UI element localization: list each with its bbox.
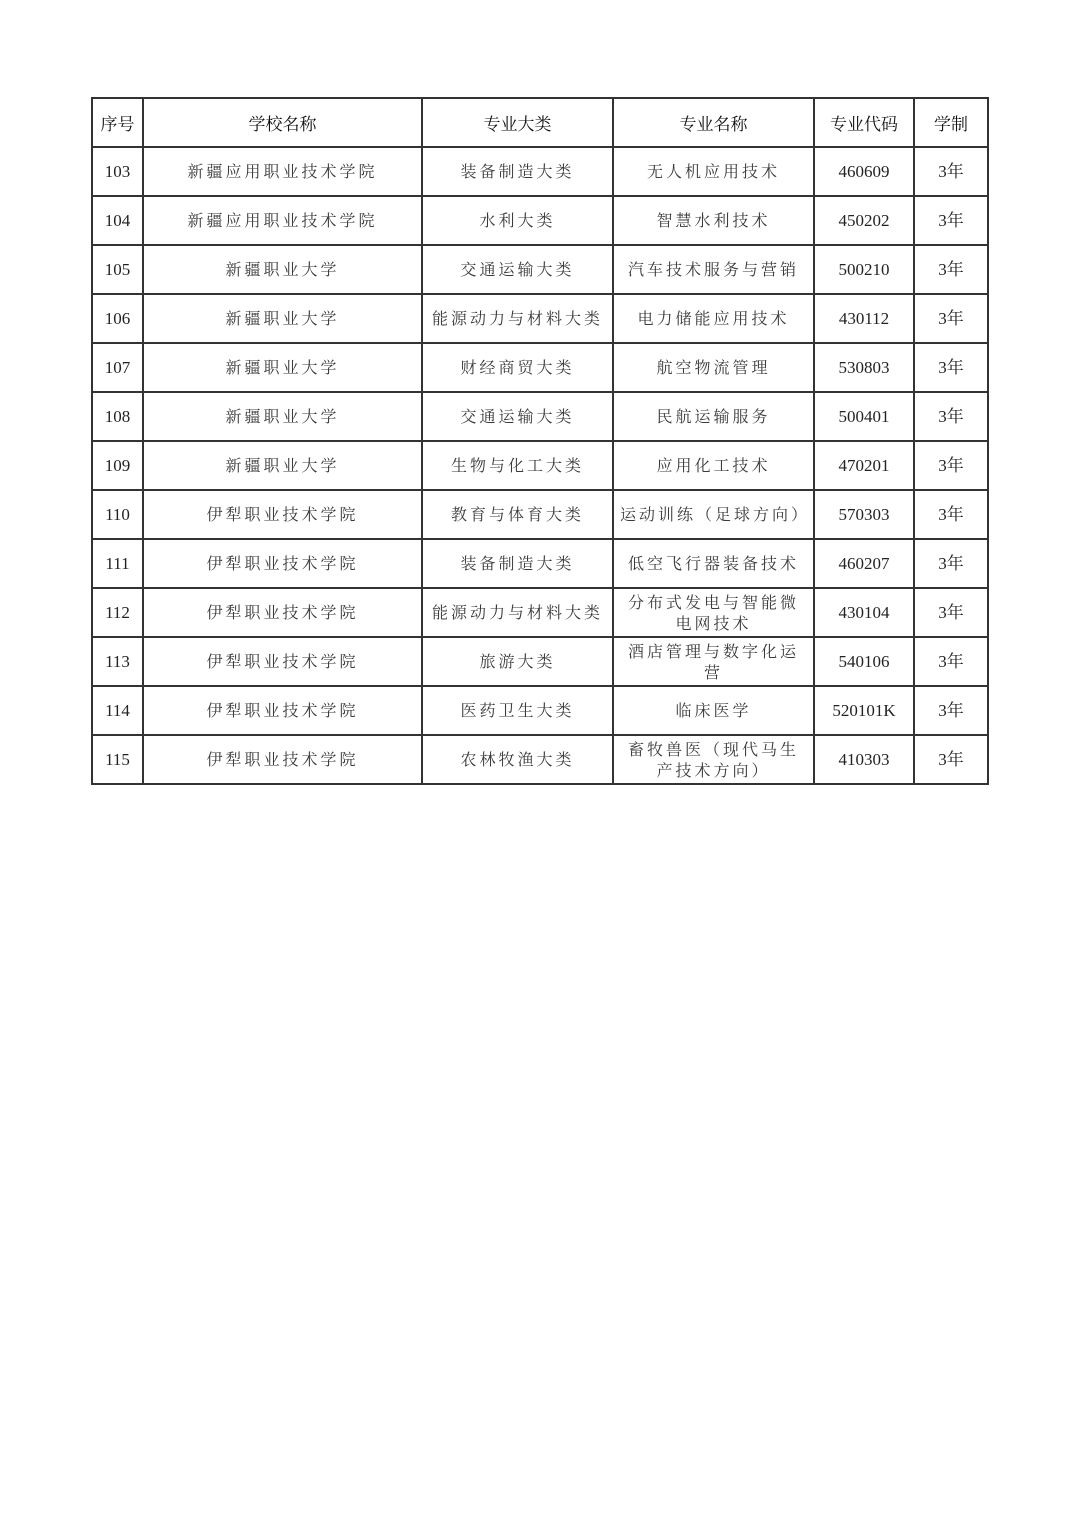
table-header-row xyxy=(92,98,988,147)
header-code: 专业代码 xyxy=(814,98,914,147)
cell-seq: 108 xyxy=(92,392,143,441)
cell-seq: 112 xyxy=(92,588,143,637)
cell-school: 伊犁职业技术学院 xyxy=(143,637,422,686)
cell-category: 财经商贸大类 xyxy=(422,343,613,392)
cell-code: 520101K xyxy=(814,686,914,735)
cell-category: 医药卫生大类 xyxy=(422,686,613,735)
cell-code: 530803 xyxy=(814,343,914,392)
cell-category: 装备制造大类 xyxy=(422,539,613,588)
cell-code: 470201 xyxy=(814,441,914,490)
table-row xyxy=(92,245,988,294)
header-category: 专业大类 xyxy=(422,98,613,147)
cell-major: 低空飞行器装备技术 xyxy=(613,539,814,588)
cell-category: 交通运输大类 xyxy=(422,392,613,441)
cell-school: 新疆职业大学 xyxy=(143,294,422,343)
cell-seq: 106 xyxy=(92,294,143,343)
cell-major: 航空物流管理 xyxy=(613,343,814,392)
table-row xyxy=(92,196,988,245)
cell-duration: 3年 xyxy=(914,735,988,784)
cell-duration: 3年 xyxy=(914,686,988,735)
cell-code: 460609 xyxy=(814,147,914,196)
cell-seq: 105 xyxy=(92,245,143,294)
cell-duration: 3年 xyxy=(914,196,988,245)
table-row xyxy=(92,735,988,784)
cell-major: 运动训练（足球方向） xyxy=(613,490,814,539)
header-major: 专业名称 xyxy=(613,98,814,147)
cell-code: 450202 xyxy=(814,196,914,245)
majors-table xyxy=(91,97,989,785)
cell-major: 电力储能应用技术 xyxy=(613,294,814,343)
cell-code: 410303 xyxy=(814,735,914,784)
cell-major: 应用化工技术 xyxy=(613,441,814,490)
cell-duration: 3年 xyxy=(914,343,988,392)
cell-seq: 109 xyxy=(92,441,143,490)
table-row xyxy=(92,441,988,490)
cell-code: 500401 xyxy=(814,392,914,441)
header-duration: 学制 xyxy=(914,98,988,147)
cell-duration: 3年 xyxy=(914,245,988,294)
table-row xyxy=(92,294,988,343)
cell-category: 交通运输大类 xyxy=(422,245,613,294)
cell-category: 生物与化工大类 xyxy=(422,441,613,490)
cell-seq: 115 xyxy=(92,735,143,784)
cell-school: 新疆职业大学 xyxy=(143,245,422,294)
cell-category: 能源动力与材料大类 xyxy=(422,588,613,637)
table-row xyxy=(92,147,988,196)
cell-major: 分布式发电与智能微电网技术 xyxy=(613,588,814,637)
cell-duration: 3年 xyxy=(914,637,988,686)
header-school: 学校名称 xyxy=(143,98,422,147)
cell-school: 新疆职业大学 xyxy=(143,392,422,441)
table-row xyxy=(92,686,988,735)
cell-category: 装备制造大类 xyxy=(422,147,613,196)
cell-school: 新疆应用职业技术学院 xyxy=(143,147,422,196)
cell-major: 畜牧兽医（现代马生产技术方向） xyxy=(613,735,814,784)
cell-code: 430112 xyxy=(814,294,914,343)
table-row xyxy=(92,490,988,539)
table-row xyxy=(92,392,988,441)
cell-code: 570303 xyxy=(814,490,914,539)
cell-school: 伊犁职业技术学院 xyxy=(143,490,422,539)
table-row xyxy=(92,588,988,637)
header-seq: 序号 xyxy=(92,98,143,147)
table-row xyxy=(92,637,988,686)
cell-seq: 111 xyxy=(92,539,143,588)
cell-code: 460207 xyxy=(814,539,914,588)
cell-category: 旅游大类 xyxy=(422,637,613,686)
cell-school: 伊犁职业技术学院 xyxy=(143,588,422,637)
cell-duration: 3年 xyxy=(914,490,988,539)
cell-school: 伊犁职业技术学院 xyxy=(143,735,422,784)
cell-major: 汽车技术服务与营销 xyxy=(613,245,814,294)
cell-category: 教育与体育大类 xyxy=(422,490,613,539)
cell-duration: 3年 xyxy=(914,539,988,588)
cell-school: 伊犁职业技术学院 xyxy=(143,539,422,588)
cell-major: 临床医学 xyxy=(613,686,814,735)
cell-category: 能源动力与材料大类 xyxy=(422,294,613,343)
cell-seq: 114 xyxy=(92,686,143,735)
cell-seq: 103 xyxy=(92,147,143,196)
cell-duration: 3年 xyxy=(914,294,988,343)
cell-category: 农林牧渔大类 xyxy=(422,735,613,784)
cell-school: 新疆职业大学 xyxy=(143,441,422,490)
cell-major: 智慧水利技术 xyxy=(613,196,814,245)
cell-major: 无人机应用技术 xyxy=(613,147,814,196)
cell-code: 540106 xyxy=(814,637,914,686)
table-row xyxy=(92,343,988,392)
cell-duration: 3年 xyxy=(914,588,988,637)
cell-category: 水利大类 xyxy=(422,196,613,245)
cell-seq: 104 xyxy=(92,196,143,245)
cell-duration: 3年 xyxy=(914,441,988,490)
cell-school: 新疆职业大学 xyxy=(143,343,422,392)
cell-code: 430104 xyxy=(814,588,914,637)
cell-major: 民航运输服务 xyxy=(613,392,814,441)
cell-duration: 3年 xyxy=(914,147,988,196)
cell-duration: 3年 xyxy=(914,392,988,441)
cell-major: 酒店管理与数字化运营 xyxy=(613,637,814,686)
table-row xyxy=(92,539,988,588)
cell-seq: 107 xyxy=(92,343,143,392)
cell-school: 新疆应用职业技术学院 xyxy=(143,196,422,245)
cell-seq: 113 xyxy=(92,637,143,686)
cell-code: 500210 xyxy=(814,245,914,294)
cell-seq: 110 xyxy=(92,490,143,539)
cell-school: 伊犁职业技术学院 xyxy=(143,686,422,735)
